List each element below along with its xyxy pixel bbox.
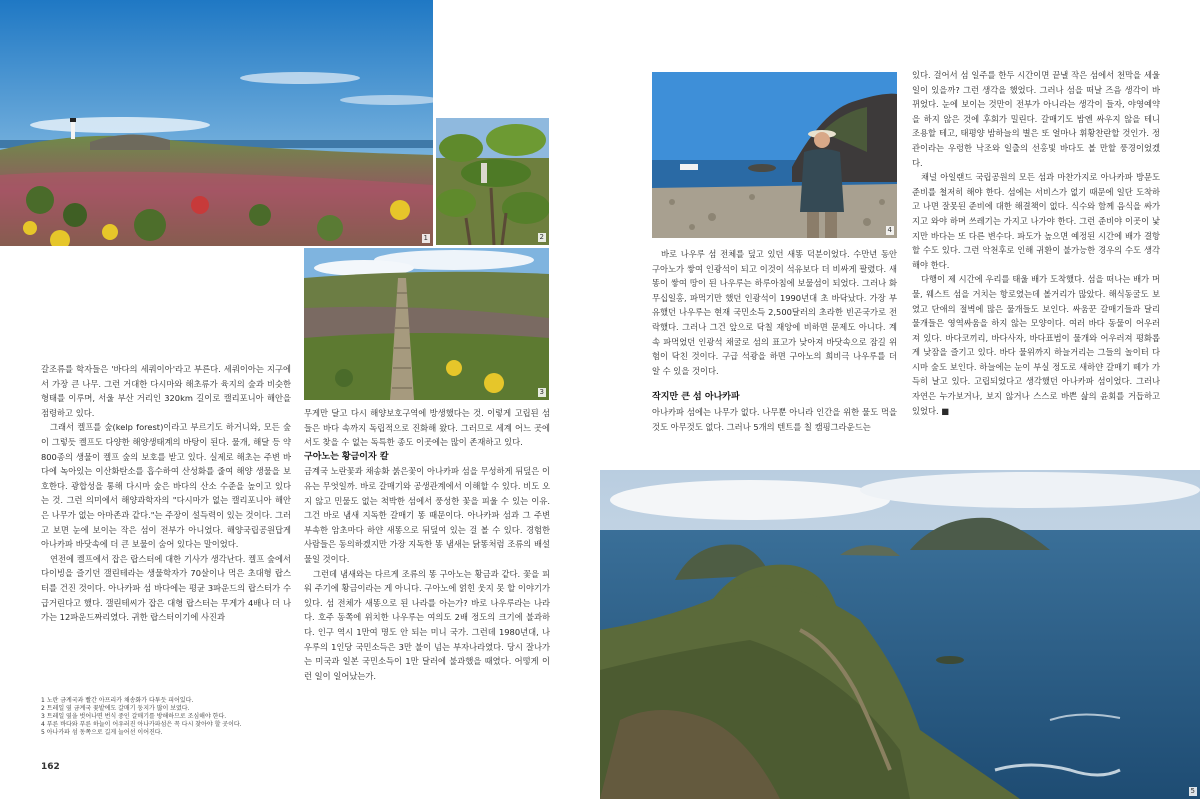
paragraph: 그런데 냄새와는 다르게 조류의 똥 구아노는 황금과 같다. 꽃을 피워 주기에 황금이라는 게 아니다. 구아노에 얽힌 웃지 못 할 이야기가 있다. 섬 전체가 새똥으로 된 나라를 아는가? 바로 나우루라는 나라다. 호주 동쪽에 위치한 나우루는 여의도 2배 정도의 크기에 불과하다. 인구 역시 1만여 명도 안 되는 미니 국가. 그런데 1980년대, 나우루의 1인당 국민소득은 3만 불이 넘는 부자나라였다. 당시 잘나가는 미국과 일본 국민소득이 1만 달러에 불과했을 때였다. 어떻게 이런 일이 일어났는가. bbox=[304, 568, 550, 681]
paragraph: 연전에 켈프에서 잡은 랍스터에 대한 기사가 생각난다. 켈프 숲에서 다이빙을 즐기던 갤린테라는 생물학자가 70살이나 먹은 초대형 랍스터를 건진 것이다. 아나카파 섬 바다에는 평균 3파운드의 랍스터가 수급거린다고 했다. 갤린테씨가 잡은 대형 랍스터는 무게가 4배나 더 나가는 12파운드짜리였다. 귀한 랍스터이기에 사진과 bbox=[41, 553, 291, 623]
photo-lighthouse-field bbox=[0, 0, 433, 246]
caption: 2 트레일 옆 금계국 꽃밭에도 갈매기 둥지가 많이 보였다. bbox=[41, 705, 190, 713]
paragraph: 금계국 노란꽃과 채송화 붉은꽃이 아나카파 섬을 무성하게 뒤덮은 이유는 무엇일까. 바로 갈매기와 공생관계에서 이해할 수 있다. 비도 오지 않고 민물도 없는 척박한 섬에서 풍성한 꽃을 피울 수 있는 이유. 그건 바로 냄새 지독한 갈매기 똥 때문이다. 아나카파 섬과 그 주변 부속한 암초마다 하얀 새똥으로 뒤덮여 있는 걸 볼 수 있다. 경험한 사람들은 동의하겠지만 가장 지독한 똥 냄새는 닭똥처럼 조류의 배설물일 것이다. bbox=[304, 466, 550, 564]
paragraph: 다행이 제 시간에 우리를 태울 배가 도착했다. 섬을 떠나는 배가 머물, 웨스트 섬을 거치는 항로였는데 볼거리가 많았다. 해식동굴도 보였고 단애의 절벽에 많은 물개들도 보인다. 싸움꾼 갈매기들과 달리 물개들은 영역싸움을 하지 않는 모양이다. 여러 바다 동물이 어우러져 있다. 바다코끼리, 바다사자, 바다표범이 물개와 어우러져 평화롭게 낮잠을 즐기고 있다. 바다 물위까지 하늘거리는 그들의 놀이터 다시마 숲도 보인다. 하늘에는 눈이 부실 정도로 새하얀 갈매기 떼가 가득히 날고 있다. 고립되었다고 생각했던 아나카파 섬이었다. 그러나 자연은 누가보거나, 보지 않거나 스스로 바쁜 삶의 윤회를 거듭하고 있었다. ■ bbox=[912, 274, 1160, 416]
section-heading: 구아노는 황금이자 칼 bbox=[304, 451, 389, 462]
left-column-1 bbox=[41, 362, 291, 625]
lighthouse-field-image bbox=[0, 0, 433, 246]
paragraph: 무게만 달고 다시 해양보호구역에 방생했다는 것. 이렇게 고립된 섬들은 바다 속까지 독립적으로 진화해 왔다. 그러므로 세계 어느 곳에서도 찾을 수 없는 독특한 종도 이곳에는 많이 존재하고 있다. bbox=[304, 408, 550, 448]
paragraph: 있다. 걸어서 섬 일주를 한두 시간이면 끝낼 작은 섬에서 천막을 세울 일이 있을까? 그런 생각을 했었다. 그러나 섬을 떠날 즈음 생각이 바뀌었다. 눈에 보이는 것만이 전부가 아니라는 생각이 들자, 야영예약을 하지 않은 것에 후회가 밀린다. 갈매기도 밤엔 싸우지 않을 테니 조용할 테고, 태평양 밤하늘의 별은 또 얼마나 휘황찬란할 것인가. 정관이라는 우렁한 낙조와 일출의 선홍빛 바다도 볼 만할 풍경이었겠다. bbox=[912, 70, 1160, 168]
photo-number: 1 bbox=[423, 234, 428, 242]
caption: 5 아나카파 섬 동쪽으로 길게 늘어선 이어진다. bbox=[41, 729, 163, 737]
paragraph: 그래서 켈프를 숲(kelp forest)이라고 부르기도 하거니와, 모든 숲이 그렇듯 켈프도 다양한 해양생태계의 바탕이 된다. 물개, 해달 등 약 800종의 생물이 켈프 숲의 보호를 받고 있다. 실제로 해초는 주변 바다에 녹아있는 이산화탄소를 흡수하여 산성화를 줄여 해양 생물을 보호한다. 광합성을 통해 다시마 숲은 바다의 산소 수준을 높이고 있다는 것. 그런 의미에서 해양과학자의 "다시마가 없는 캘리포니아 해안은 나무가 없는 아마존과 같다."는 주장이 설득력이 있는 것이다. 그러고 보면 눈에 보이는 작은 섬이 전부가 아니었다. 해양국립공원답게 아나카파 바닷속에 더 큰 보물이 숨어 있다는 말이었다. bbox=[41, 422, 291, 550]
anacapa-coast-image bbox=[600, 470, 1200, 799]
photo-captions bbox=[41, 697, 291, 737]
paragraph: 갈조류를 학자들은 '바다의 세쿼이아'라고 부른다. 세쿼이아는 지구에서 가장 큰 나무. 그런 거대한 다시마와 해초류가 육지의 숲과 비슷한 형태를 이루며, 서울 부산 거리인 320km 길이로 캘리포니아 해안을 점령하고 있다. bbox=[41, 364, 291, 418]
paragraph: 아나카파 섬에는 나무가 없다. 나무뿐 아니라 인간을 위한 물도 먹을 것도 아무것도 없다. 그러나 5개의 텐트를 칠 캠핑그라운드는 bbox=[652, 406, 897, 432]
caption: 3 트레일 옆을 벗어나면 번식 중인 갈매기를 방해하므로 조심해야 한다. bbox=[41, 713, 227, 721]
photo-number: 2 bbox=[539, 233, 544, 241]
paragraph: 채널 아일랜드 국립공원의 모든 섬과 마찬가지로 아나카파 방문도 준비를 철저히 해야 한다. 섬에는 서비스가 없기 때문에 일단 도착하고 나면 잘못된 준비에 대한 해결책이 없다. 식수와 함께 음식을 싸가지고 와야 하며 쓰레기는 가지고 나가야 한다. 그런 준비야 이곳이 낯지만 바다는 또 다른 변수다. 파도가 높으면 예정된 시간에 배가 결항 할 수도 있다. 그런 악천후로 인해 귀환이 불가능한 경우의 수도 생각해야 한다. bbox=[912, 172, 1160, 270]
photo-number: 5 bbox=[1190, 787, 1195, 795]
caption: 1 노란 금계국과 빨간 아프리카 채송화가 다투듯 피어있다. bbox=[41, 697, 194, 704]
trail-steps-image bbox=[304, 248, 549, 400]
photo-number: 3 bbox=[539, 388, 544, 396]
photo-number: 4 bbox=[887, 226, 892, 234]
photo-man-beach bbox=[652, 72, 897, 238]
man-beach-image bbox=[652, 72, 897, 238]
left-column-2 bbox=[304, 406, 550, 683]
photo-anacapa-coast bbox=[600, 470, 1200, 799]
photo-trail-steps bbox=[304, 248, 549, 400]
photo-coreopsis-trees bbox=[436, 118, 549, 245]
right-column-1 bbox=[652, 247, 897, 434]
page-number: 162 bbox=[41, 762, 60, 772]
caption: 4 푸른 바다와 푸른 하늘이 어우러진 아나카파섬은 꼭 다시 찾아야 할 곳이다. bbox=[41, 721, 242, 729]
paragraph: 바로 나우루 섬 전체를 덮고 있던 새똥 덕분이었다. 수만년 동안 구아노가 쌓여 인광석이 되고 이것이 석유보다 더 비싸게 팔렸다. 새똥이 쌓여 땅이 된 나우루는 하루아침에 보물섬이 되었다. 그러나 화무십일홍, 파먹기만 했던 인광석이 1990년대 초 바닥났다. 가장 부유했던 나우루는 현재 국민소득 2,500달러의 초라한 빈곤국가로 전락했다. 그러나 그건 앞으로 닥칠 재앙에 비하면 문제도 아니다. 계속 파먹었던 인광석 채굴로 섬의 표고가 낮아져 바닷속으로 잠길 위험이 닥친 것이다. 구급 석광을 하면 구아노의 희비극 나우루를 더 알 수 있을 것이다. bbox=[652, 249, 897, 376]
right-column-2 bbox=[912, 68, 1160, 418]
coreopsis-trees-image bbox=[436, 118, 549, 245]
section-heading: 작지만 큰 섬 아나카파 bbox=[652, 392, 740, 403]
